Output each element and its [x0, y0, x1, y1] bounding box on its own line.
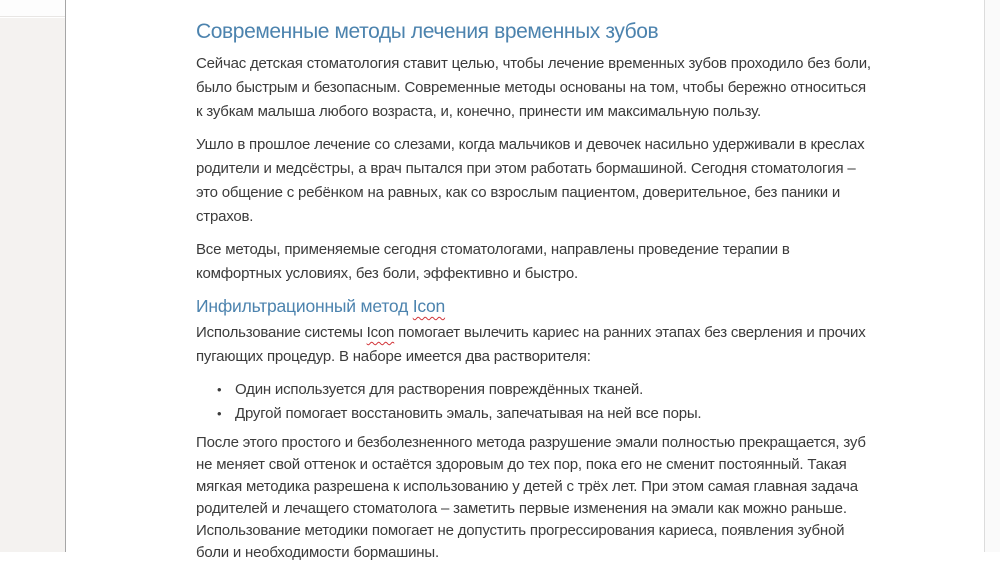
text-line: Все методы, применяемые сегодня стоматологами, направлены проведение терапии в	[196, 241, 790, 258]
bullet-marker: •	[217, 382, 222, 397]
text-line: родителей и лечащего стоматолога – заметить первые изменения на эмали как можно раньше.	[196, 500, 847, 517]
paragraph-4	[196, 321, 956, 369]
text-line: Ушло в прошлое лечение со слезами, когда мальчиков и девочек насильно удерживали в креслах	[196, 136, 865, 153]
text-line: страхов.	[196, 208, 254, 225]
text-line: пугающих процедур. В наборе имеется два растворителя:	[196, 348, 591, 365]
text-line	[196, 321, 956, 345]
paragraph-1	[196, 52, 956, 124]
document-content	[196, 0, 956, 564]
text-line: было быстрым и безопасным. Современные методы основаны на том, чтобы бережно относиться	[196, 79, 866, 96]
bullet-list	[196, 378, 956, 426]
misspelled-word: Icon	[366, 324, 395, 341]
text-line: комфортных условиях, без боли, эффективно и быстро.	[196, 265, 578, 282]
text-line: мягкая методика разрешена к использованию у детей с трёх лет. При этом самая главная задача	[196, 478, 858, 495]
text-line: это общение с ребёнком на равных, как со взрослым пациентом, доверительное, без паники и	[196, 184, 841, 201]
document-heading1: Современные методы лечения временных зубов	[196, 20, 659, 43]
left-margin-top-strip	[0, 0, 65, 17]
text-line-clipped: боли и необходимости бормашины.	[196, 544, 439, 561]
text-line: не меняет свой оттенок и остаётся здоровым до тех пор, пока его не сменит постоянный. Такая	[196, 456, 847, 473]
misspelled-word: Icon	[412, 296, 446, 316]
text-line: к зубкам малыша любого возраста, и, конечно, принести им максимальную пользу.	[196, 103, 761, 120]
scrollbar-track[interactable]	[984, 0, 1000, 552]
heading2-text: Инфильтрационный метод	[196, 296, 413, 316]
bullet-marker: •	[217, 406, 222, 421]
text-segment: помогает вылечить кариес на ранних этапах без сверления и прочих	[394, 324, 866, 341]
text-line: После этого простого и безболезненного метода разрушение эмали полностью прекращается, зуб	[196, 434, 866, 451]
text-segment: Использование системы	[196, 324, 367, 341]
text-line: родители и медсёстры, а врач пытался при этом работать бормашиной. Сегодня стоматология –	[196, 160, 856, 177]
app-background-left-margin	[0, 18, 65, 552]
document-page[interactable]	[65, 0, 984, 561]
list-item-text: Один используется для растворения повреждённых тканей.	[235, 381, 644, 398]
paragraph-5	[196, 432, 956, 564]
paragraph-3	[196, 238, 956, 286]
document-heading2	[196, 295, 956, 317]
text-line: Использование методики помогает не допустить прогрессирования кариеса, появления зубной	[196, 522, 845, 539]
paragraph-2	[196, 133, 956, 229]
list-item	[196, 402, 956, 426]
text-line: Сейчас детская стоматология ставит целью, чтобы лечение временных зубов проходило без боли,	[196, 55, 871, 72]
list-item	[196, 378, 956, 402]
list-item-text: Другой помогает восстановить эмаль, запечатывая на ней все поры.	[235, 405, 702, 422]
